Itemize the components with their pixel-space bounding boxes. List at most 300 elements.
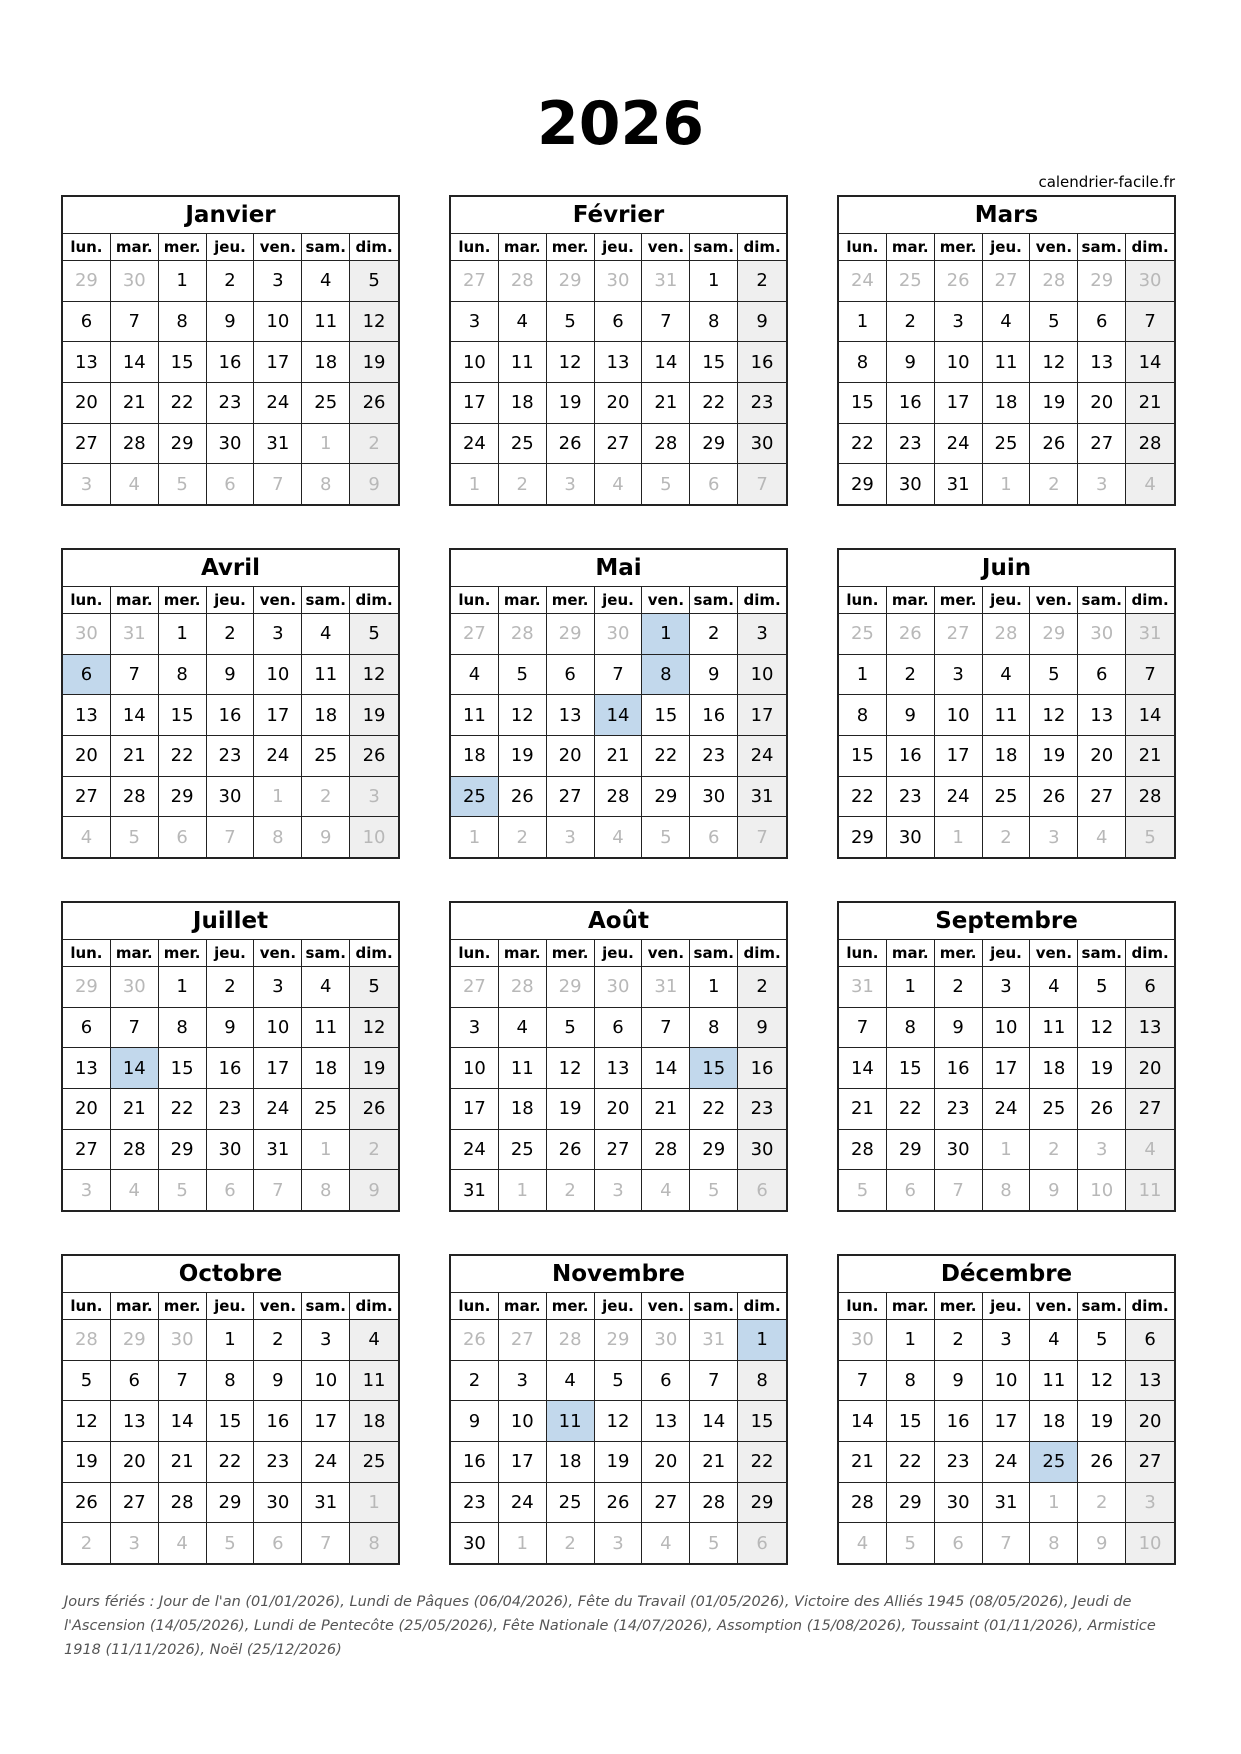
day-cell: 5 xyxy=(1030,301,1078,342)
other-month-day-cell: 1 xyxy=(350,1482,398,1523)
other-month-day-cell: 6 xyxy=(207,463,255,504)
day-cell: 20 xyxy=(1126,1400,1174,1441)
weekday-header: mer. xyxy=(935,1293,983,1319)
weekday-header: lun. xyxy=(839,940,887,966)
day-cell: 17 xyxy=(302,1400,350,1441)
day-cell: 21 xyxy=(690,1441,738,1482)
day-cell: 30 xyxy=(451,1522,499,1563)
day-cell: 29 xyxy=(839,463,887,504)
weekday-header: mer. xyxy=(935,234,983,260)
day-cell: 3 xyxy=(254,966,302,1007)
other-month-day-cell: 5 xyxy=(159,463,207,504)
weekday-header: mer. xyxy=(159,1293,207,1319)
weekday-header: lun. xyxy=(63,1293,111,1319)
weekday-header: sam. xyxy=(1078,1293,1126,1319)
day-cell: 19 xyxy=(1078,1400,1126,1441)
month-name: Décembre xyxy=(839,1256,1174,1293)
day-cell: 25 xyxy=(1030,1088,1078,1129)
other-month-day-cell: 5 xyxy=(642,463,690,504)
day-cell: 6 xyxy=(63,1007,111,1048)
day-cell: 24 xyxy=(451,423,499,464)
day-cell: 4 xyxy=(1030,966,1078,1007)
other-month-day-cell: 1 xyxy=(451,816,499,857)
other-month-day-cell: 7 xyxy=(983,1522,1031,1563)
other-month-day-cell: 2 xyxy=(302,776,350,817)
other-month-day-cell: 3 xyxy=(595,1169,643,1210)
day-cell: 25 xyxy=(302,382,350,423)
holiday-day-cell: 14 xyxy=(111,1047,159,1088)
weekday-header: ven. xyxy=(254,234,302,260)
other-month-day-cell: 8 xyxy=(302,1169,350,1210)
weekday-header: dim. xyxy=(355,1297,393,1315)
other-month-day-cell: 27 xyxy=(499,1319,547,1360)
day-cell: 9 xyxy=(887,341,935,382)
day-cell: 10 xyxy=(302,1360,350,1401)
day-cell: 24 xyxy=(983,1441,1031,1482)
weekday-header: lun. xyxy=(839,1293,887,1319)
other-month-day-cell: 6 xyxy=(690,816,738,857)
day-cell: 8 xyxy=(159,301,207,342)
weekday-header: mar. xyxy=(887,234,935,260)
weekday-header: jeu. xyxy=(207,1293,255,1319)
other-month-day-cell: 8 xyxy=(983,1169,1031,1210)
holiday-day-cell: 11 xyxy=(547,1400,595,1441)
other-month-day-cell: 6 xyxy=(159,816,207,857)
day-cell: 3 xyxy=(983,966,1031,1007)
day-cell: 24 xyxy=(451,1129,499,1170)
other-month-day-cell: 29 xyxy=(1030,613,1078,654)
other-month-day-cell: 29 xyxy=(63,966,111,1007)
other-month-day-cell: 26 xyxy=(451,1319,499,1360)
holiday-day-cell: 6 xyxy=(63,654,111,695)
day-cell: 16 xyxy=(254,1400,302,1441)
day-cell: 1 xyxy=(887,966,935,1007)
day-cell: 28 xyxy=(642,423,690,464)
other-month-day-cell: 3 xyxy=(63,1169,111,1210)
day-cell: 16 xyxy=(451,1441,499,1482)
day-cell: 2 xyxy=(207,260,255,301)
weekday-header: sam. xyxy=(302,234,350,260)
day-cell: 10 xyxy=(738,654,786,695)
weekday-header: lun. xyxy=(451,1293,499,1319)
other-month-day-cell: 3 xyxy=(1030,816,1078,857)
day-cell: 22 xyxy=(159,735,207,776)
day-cell: 25 xyxy=(302,735,350,776)
day-cell: 6 xyxy=(642,1360,690,1401)
day-cell: 4 xyxy=(302,966,350,1007)
day-cell: 16 xyxy=(935,1047,983,1088)
other-month-day-cell: 1 xyxy=(1030,1482,1078,1523)
day-cell: 23 xyxy=(207,735,255,776)
day-cell: 10 xyxy=(254,301,302,342)
month-days-grid xyxy=(63,940,398,1210)
other-month-day-cell: 1 xyxy=(451,463,499,504)
day-cell: 22 xyxy=(887,1088,935,1129)
day-cell: 7 xyxy=(642,301,690,342)
day-cell: 5 xyxy=(547,301,595,342)
day-cell: 25 xyxy=(499,1129,547,1170)
other-month-day-cell: 6 xyxy=(935,1522,983,1563)
other-month-day-cell: 1 xyxy=(254,776,302,817)
weekday-header: mer. xyxy=(159,587,207,613)
day-cell: 24 xyxy=(302,1441,350,1482)
day-cell: 14 xyxy=(111,341,159,382)
other-month-day-cell: 9 xyxy=(302,816,350,857)
weekday-header: mar. xyxy=(499,1293,547,1319)
day-cell: 21 xyxy=(111,382,159,423)
day-cell: 22 xyxy=(839,423,887,464)
day-cell: 11 xyxy=(302,301,350,342)
other-month-day-cell: 7 xyxy=(207,816,255,857)
weekday-header: mar. xyxy=(499,940,547,966)
day-cell: 16 xyxy=(690,694,738,735)
day-cell: 31 xyxy=(254,1129,302,1170)
weekday-header: dim. xyxy=(743,238,781,256)
day-cell: 31 xyxy=(302,1482,350,1523)
day-cell: 18 xyxy=(302,341,350,382)
weekday-header: mer. xyxy=(935,587,983,613)
weekday-header: dim. xyxy=(743,944,781,962)
month-name: Janvier xyxy=(63,197,398,234)
day-cell: 18 xyxy=(983,735,1031,776)
holiday-day-cell: 25 xyxy=(451,776,499,817)
other-month-day-cell: 2 xyxy=(350,1129,398,1170)
day-cell: 9 xyxy=(207,301,255,342)
day-cell: 2 xyxy=(935,1319,983,1360)
other-month-day-cell: 1 xyxy=(302,1129,350,1170)
day-cell: 13 xyxy=(63,1047,111,1088)
day-cell: 20 xyxy=(547,735,595,776)
month-name: Juin xyxy=(839,550,1174,587)
day-cell: 10 xyxy=(935,341,983,382)
day-cell: 19 xyxy=(1030,735,1078,776)
other-month-day-cell: 30 xyxy=(642,1319,690,1360)
day-cell: 16 xyxy=(887,382,935,423)
weekday-header: jeu. xyxy=(983,1293,1031,1319)
day-cell: 17 xyxy=(451,1088,499,1129)
day-cell: 23 xyxy=(254,1441,302,1482)
weekday-header: ven. xyxy=(254,587,302,613)
day-cell: 8 xyxy=(839,341,887,382)
other-month-day-cell: 2 xyxy=(63,1522,111,1563)
day-cell: 14 xyxy=(690,1400,738,1441)
day-cell: 8 xyxy=(690,1007,738,1048)
weekday-header: ven. xyxy=(1030,587,1078,613)
other-month-day-cell: 28 xyxy=(63,1319,111,1360)
day-cell: 16 xyxy=(207,694,255,735)
other-month-day-cell: 28 xyxy=(983,613,1031,654)
day-cell: 12 xyxy=(595,1400,643,1441)
day-cell: 20 xyxy=(1078,735,1126,776)
day-cell: 21 xyxy=(839,1441,887,1482)
other-month-day-cell: 2 xyxy=(1030,463,1078,504)
day-cell: 8 xyxy=(159,1007,207,1048)
day-cell: 10 xyxy=(254,1007,302,1048)
day-cell: 5 xyxy=(1078,1319,1126,1360)
weekday-header: mar. xyxy=(887,587,935,613)
holiday-day-cell: 14 xyxy=(595,694,643,735)
other-month-day-cell: 4 xyxy=(839,1522,887,1563)
day-cell: 12 xyxy=(350,301,398,342)
day-cell: 15 xyxy=(887,1047,935,1088)
day-cell: 4 xyxy=(451,654,499,695)
day-cell: 9 xyxy=(935,1360,983,1401)
day-cell: 20 xyxy=(63,382,111,423)
weekday-header: sam. xyxy=(1078,234,1126,260)
month-name: Novembre xyxy=(451,1256,786,1293)
day-cell: 21 xyxy=(111,1088,159,1129)
day-cell: 24 xyxy=(935,423,983,464)
holiday-day-cell: 1 xyxy=(738,1319,786,1360)
day-cell: 31 xyxy=(451,1169,499,1210)
weekday-header: dim. xyxy=(355,591,393,609)
other-month-day-cell: 24 xyxy=(839,260,887,301)
month-name: Avril xyxy=(63,550,398,587)
day-cell: 7 xyxy=(690,1360,738,1401)
other-month-day-cell: 6 xyxy=(690,463,738,504)
other-month-day-cell: 31 xyxy=(642,260,690,301)
day-cell: 2 xyxy=(207,966,255,1007)
day-cell: 2 xyxy=(887,301,935,342)
other-month-day-cell: 2 xyxy=(1078,1482,1126,1523)
day-cell: 16 xyxy=(887,735,935,776)
day-cell: 1 xyxy=(207,1319,255,1360)
day-cell: 9 xyxy=(738,301,786,342)
day-cell: 24 xyxy=(254,382,302,423)
month-name: Mai xyxy=(451,550,786,587)
day-cell: 3 xyxy=(254,260,302,301)
day-cell: 9 xyxy=(207,654,255,695)
day-cell: 4 xyxy=(499,1007,547,1048)
other-month-day-cell: 2 xyxy=(350,423,398,464)
other-month-day-cell: 6 xyxy=(207,1169,255,1210)
day-cell: 11 xyxy=(451,694,499,735)
day-cell: 20 xyxy=(1078,382,1126,423)
day-cell: 19 xyxy=(499,735,547,776)
day-cell: 26 xyxy=(350,382,398,423)
other-month-day-cell: 31 xyxy=(111,613,159,654)
day-cell: 13 xyxy=(1126,1007,1174,1048)
day-cell: 18 xyxy=(350,1400,398,1441)
weekday-header: jeu. xyxy=(983,234,1031,260)
weekday-header: mer. xyxy=(159,940,207,966)
weekday-header: mar. xyxy=(111,1293,159,1319)
month-calendar xyxy=(449,901,788,1212)
day-cell: 29 xyxy=(738,1482,786,1523)
other-month-day-cell: 5 xyxy=(690,1522,738,1563)
day-cell: 28 xyxy=(690,1482,738,1523)
holidays-note: Jours fériés : Jour de l'an (01/01/2026), Lundi de Pâques (06/04/2026), Fête du Travail (01/05/2026), Victoire des Alliés 1945 (08/05/2026), Jeudi de l'Ascension (14/05/2026), Lundi de Pentecôte (25/05/2026), Fête Nationale (14/07/2026), Assomption (15/08/2026), Toussaint (01/11/2026), Armistice 1918 (11/11/2026), Noël (25/12/2026) xyxy=(64,1594,1156,1658)
day-cell: 28 xyxy=(1126,423,1174,464)
weekday-header: sam. xyxy=(690,587,738,613)
other-month-day-cell: 6 xyxy=(738,1522,786,1563)
weekday-header: jeu. xyxy=(595,587,643,613)
day-cell: 18 xyxy=(1030,1400,1078,1441)
day-cell: 26 xyxy=(1030,423,1078,464)
weekday-header: lun. xyxy=(839,587,887,613)
month-days-grid xyxy=(451,587,786,857)
day-cell: 4 xyxy=(983,301,1031,342)
holiday-day-cell: 8 xyxy=(642,654,690,695)
other-month-day-cell: 4 xyxy=(1078,816,1126,857)
day-cell: 21 xyxy=(642,382,690,423)
day-cell: 12 xyxy=(499,694,547,735)
other-month-day-cell: 28 xyxy=(499,613,547,654)
month-calendar xyxy=(61,195,400,506)
day-cell: 2 xyxy=(738,966,786,1007)
day-cell: 16 xyxy=(738,1047,786,1088)
day-cell: 3 xyxy=(451,301,499,342)
day-cell: 3 xyxy=(738,613,786,654)
day-cell: 18 xyxy=(1030,1047,1078,1088)
day-cell: 31 xyxy=(738,776,786,817)
day-cell: 24 xyxy=(499,1482,547,1523)
day-cell: 2 xyxy=(690,613,738,654)
day-cell: 9 xyxy=(738,1007,786,1048)
day-cell: 9 xyxy=(451,1400,499,1441)
day-cell: 17 xyxy=(935,735,983,776)
day-cell: 8 xyxy=(690,301,738,342)
day-cell: 9 xyxy=(690,654,738,695)
day-cell: 1 xyxy=(159,613,207,654)
day-cell: 27 xyxy=(63,776,111,817)
day-cell: 25 xyxy=(547,1482,595,1523)
other-month-day-cell: 1 xyxy=(499,1169,547,1210)
other-month-day-cell: 31 xyxy=(642,966,690,1007)
day-cell: 28 xyxy=(159,1482,207,1523)
month-calendar xyxy=(61,1254,400,1565)
day-cell: 20 xyxy=(642,1441,690,1482)
other-month-day-cell: 1 xyxy=(302,423,350,464)
day-cell: 22 xyxy=(738,1441,786,1482)
day-cell: 16 xyxy=(738,341,786,382)
day-cell: 26 xyxy=(1030,776,1078,817)
weekday-header: mer. xyxy=(547,1293,595,1319)
day-cell: 30 xyxy=(207,423,255,464)
weekday-header: dim. xyxy=(1131,238,1169,256)
day-cell: 13 xyxy=(111,1400,159,1441)
day-cell: 2 xyxy=(887,654,935,695)
month-name: Octobre xyxy=(63,1256,398,1293)
other-month-day-cell: 10 xyxy=(1078,1169,1126,1210)
month-calendar xyxy=(449,195,788,506)
day-cell: 22 xyxy=(159,382,207,423)
day-cell: 27 xyxy=(595,423,643,464)
day-cell: 28 xyxy=(839,1129,887,1170)
day-cell: 13 xyxy=(1078,694,1126,735)
day-cell: 19 xyxy=(350,694,398,735)
other-month-day-cell: 6 xyxy=(254,1522,302,1563)
day-cell: 8 xyxy=(887,1007,935,1048)
day-cell: 5 xyxy=(499,654,547,695)
day-cell: 22 xyxy=(642,735,690,776)
weekday-header: ven. xyxy=(254,1293,302,1319)
day-cell: 29 xyxy=(159,423,207,464)
day-cell: 11 xyxy=(983,341,1031,382)
weekday-header: ven. xyxy=(642,234,690,260)
other-month-day-cell: 3 xyxy=(547,816,595,857)
day-cell: 11 xyxy=(302,654,350,695)
day-cell: 5 xyxy=(547,1007,595,1048)
day-cell: 19 xyxy=(350,1047,398,1088)
day-cell: 4 xyxy=(302,613,350,654)
day-cell: 25 xyxy=(983,423,1031,464)
other-month-day-cell: 30 xyxy=(595,966,643,1007)
day-cell: 2 xyxy=(935,966,983,1007)
day-cell: 20 xyxy=(63,1088,111,1129)
other-month-day-cell: 1 xyxy=(499,1522,547,1563)
other-month-day-cell: 8 xyxy=(350,1522,398,1563)
weekday-header: sam. xyxy=(302,587,350,613)
day-cell: 8 xyxy=(159,654,207,695)
day-cell: 7 xyxy=(839,1360,887,1401)
other-month-day-cell: 3 xyxy=(350,776,398,817)
day-cell: 17 xyxy=(499,1441,547,1482)
other-month-day-cell: 4 xyxy=(642,1522,690,1563)
other-month-day-cell: 2 xyxy=(499,816,547,857)
month-days-grid xyxy=(63,234,398,504)
day-cell: 26 xyxy=(63,1482,111,1523)
day-cell: 12 xyxy=(1030,694,1078,735)
day-cell: 13 xyxy=(63,694,111,735)
day-cell: 28 xyxy=(595,776,643,817)
day-cell: 8 xyxy=(839,694,887,735)
weekday-header: jeu. xyxy=(595,940,643,966)
other-month-day-cell: 27 xyxy=(983,260,1031,301)
day-cell: 28 xyxy=(111,423,159,464)
day-cell: 3 xyxy=(254,613,302,654)
weekday-header: dim. xyxy=(1131,1297,1169,1315)
other-month-day-cell: 2 xyxy=(499,463,547,504)
day-cell: 23 xyxy=(887,423,935,464)
other-month-day-cell: 2 xyxy=(1030,1129,1078,1170)
day-cell: 29 xyxy=(887,1482,935,1523)
day-cell: 13 xyxy=(63,341,111,382)
other-month-day-cell: 8 xyxy=(302,463,350,504)
day-cell: 29 xyxy=(690,423,738,464)
day-cell: 27 xyxy=(63,1129,111,1170)
other-month-day-cell: 1 xyxy=(983,463,1031,504)
other-month-day-cell: 27 xyxy=(451,966,499,1007)
day-cell: 15 xyxy=(839,382,887,423)
day-cell: 26 xyxy=(350,735,398,776)
other-month-day-cell: 5 xyxy=(642,816,690,857)
day-cell: 21 xyxy=(111,735,159,776)
day-cell: 20 xyxy=(111,1441,159,1482)
weekday-header: ven. xyxy=(254,940,302,966)
day-cell: 23 xyxy=(207,382,255,423)
day-cell: 6 xyxy=(1126,1319,1174,1360)
day-cell: 17 xyxy=(451,382,499,423)
other-month-day-cell: 30 xyxy=(63,613,111,654)
day-cell: 12 xyxy=(1078,1360,1126,1401)
day-cell: 23 xyxy=(451,1482,499,1523)
month-days-grid xyxy=(451,234,786,504)
day-cell: 30 xyxy=(935,1482,983,1523)
other-month-day-cell: 26 xyxy=(887,613,935,654)
day-cell: 13 xyxy=(595,1047,643,1088)
day-cell: 27 xyxy=(1078,423,1126,464)
other-month-day-cell: 28 xyxy=(547,1319,595,1360)
other-month-day-cell: 1 xyxy=(935,816,983,857)
day-cell: 9 xyxy=(935,1007,983,1048)
day-cell: 15 xyxy=(738,1400,786,1441)
other-month-day-cell: 3 xyxy=(547,463,595,504)
day-cell: 5 xyxy=(1030,654,1078,695)
weekday-header: sam. xyxy=(690,940,738,966)
day-cell: 20 xyxy=(595,1088,643,1129)
other-month-day-cell: 9 xyxy=(350,1169,398,1210)
